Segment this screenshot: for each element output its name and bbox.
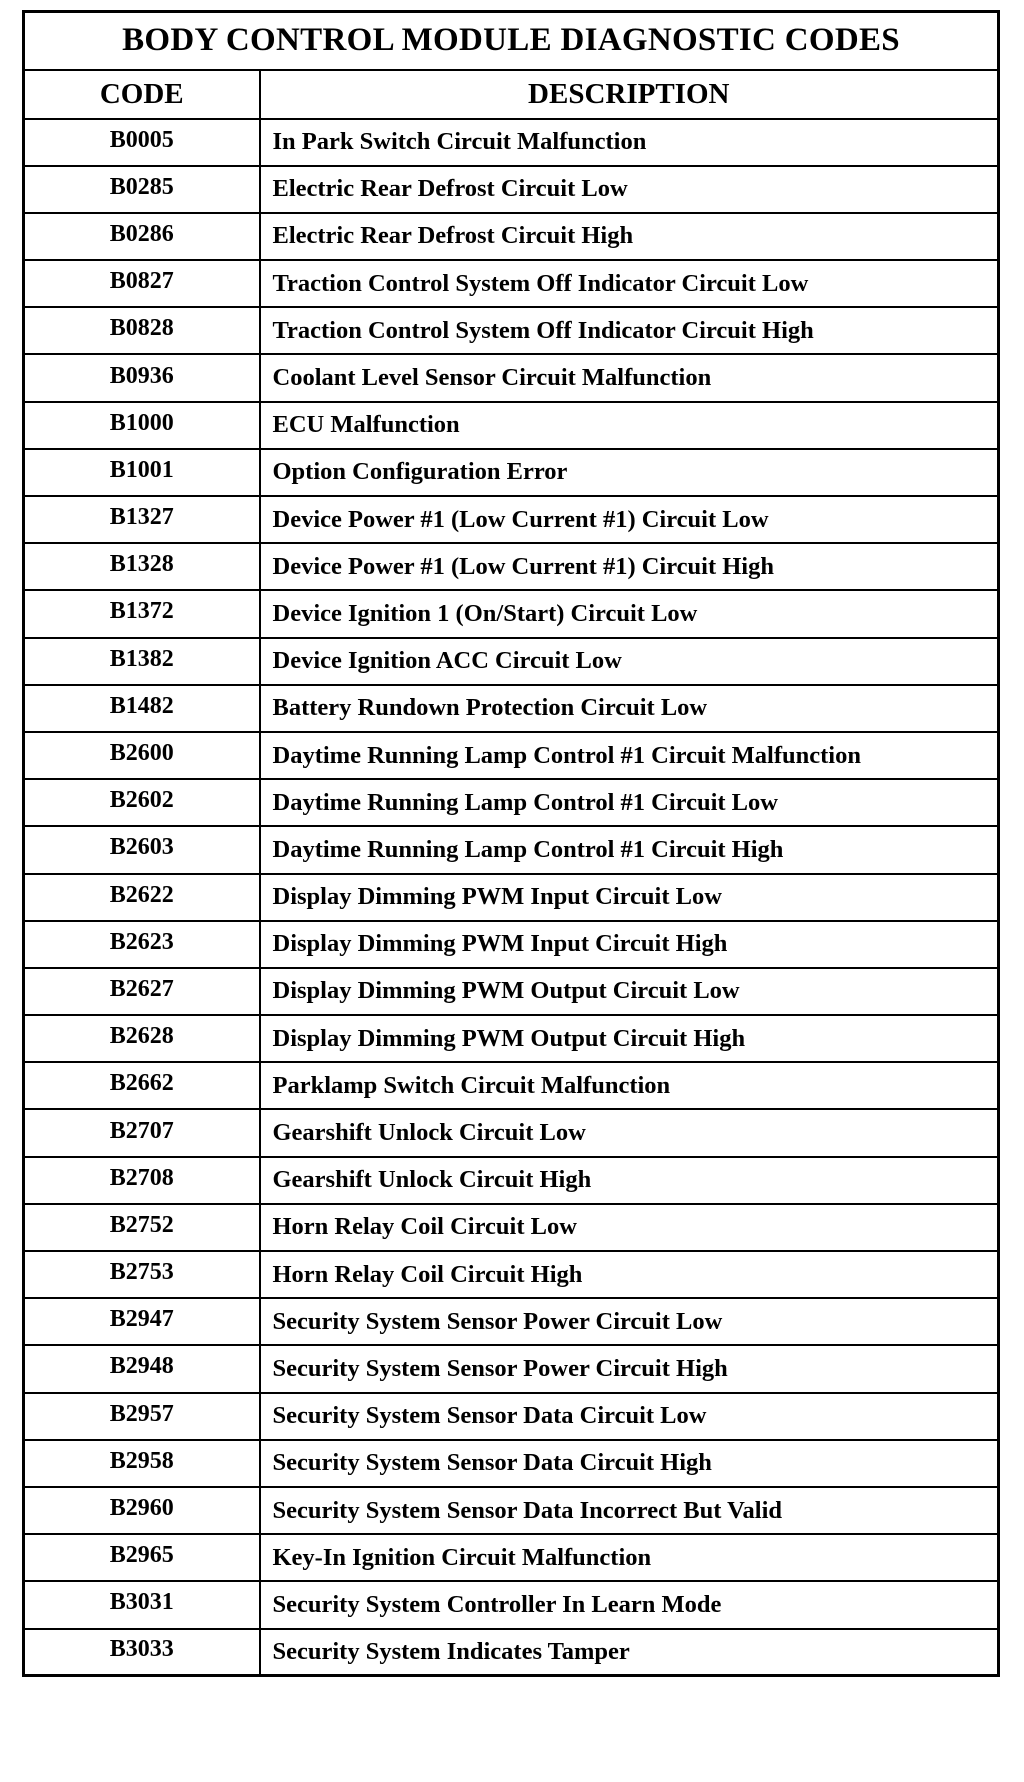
description-cell: Display Dimming PWM Output Circuit Low bbox=[260, 968, 999, 1015]
description-cell: Battery Rundown Protection Circuit Low bbox=[260, 685, 999, 732]
description-cell: ECU Malfunction bbox=[260, 402, 999, 449]
code-cell: B3031 bbox=[24, 1581, 260, 1628]
table-row bbox=[24, 354, 999, 401]
description-cell: Security System Sensor Power Circuit Low bbox=[260, 1298, 999, 1345]
table-row bbox=[24, 1629, 999, 1676]
description-cell: Device Power #1 (Low Current #1) Circuit Low bbox=[260, 496, 999, 543]
table-row bbox=[24, 1534, 999, 1581]
table-row bbox=[24, 1157, 999, 1204]
code-cell: B0286 bbox=[24, 213, 260, 260]
table-row bbox=[24, 260, 999, 307]
description-cell: Display Dimming PWM Output Circuit High bbox=[260, 1015, 999, 1062]
description-cell: Security System Indicates Tamper bbox=[260, 1629, 999, 1676]
code-cell: B1001 bbox=[24, 449, 260, 496]
description-cell: Daytime Running Lamp Control #1 Circuit Low bbox=[260, 779, 999, 826]
code-cell: B0285 bbox=[24, 166, 260, 213]
table-row bbox=[24, 213, 999, 260]
code-cell: B2753 bbox=[24, 1251, 260, 1298]
code-column-header: CODE bbox=[24, 70, 260, 119]
description-cell: Electric Rear Defrost Circuit Low bbox=[260, 166, 999, 213]
diagnostic-codes-table bbox=[22, 10, 1000, 1677]
description-column-header: DESCRIPTION bbox=[260, 70, 999, 119]
code-cell: B2622 bbox=[24, 874, 260, 921]
table-row bbox=[24, 402, 999, 449]
table-row bbox=[24, 543, 999, 590]
table-row bbox=[24, 496, 999, 543]
code-cell: B2627 bbox=[24, 968, 260, 1015]
code-cell: B1000 bbox=[24, 402, 260, 449]
description-cell: Security System Sensor Power Circuit High bbox=[260, 1345, 999, 1392]
code-cell: B1372 bbox=[24, 590, 260, 637]
description-cell: Device Power #1 (Low Current #1) Circuit High bbox=[260, 543, 999, 590]
description-cell: Horn Relay Coil Circuit High bbox=[260, 1251, 999, 1298]
code-cell: B2957 bbox=[24, 1393, 260, 1440]
table-row bbox=[24, 732, 999, 779]
table-row bbox=[24, 590, 999, 637]
code-cell: B0936 bbox=[24, 354, 260, 401]
table-row bbox=[24, 1015, 999, 1062]
table-row bbox=[24, 1393, 999, 1440]
code-cell: B2628 bbox=[24, 1015, 260, 1062]
table-row bbox=[24, 779, 999, 826]
code-cell: B2960 bbox=[24, 1487, 260, 1534]
description-cell: Coolant Level Sensor Circuit Malfunction bbox=[260, 354, 999, 401]
code-cell: B2662 bbox=[24, 1062, 260, 1109]
description-cell: Horn Relay Coil Circuit Low bbox=[260, 1204, 999, 1251]
code-cell: B2602 bbox=[24, 779, 260, 826]
code-cell: B2623 bbox=[24, 921, 260, 968]
table-title: BODY CONTROL MODULE DIAGNOSTIC CODES bbox=[24, 12, 999, 70]
table-row bbox=[24, 166, 999, 213]
code-cell: B0005 bbox=[24, 119, 260, 166]
title-row bbox=[24, 12, 999, 70]
table-row bbox=[24, 1204, 999, 1251]
table-row bbox=[24, 1251, 999, 1298]
code-cell: B1482 bbox=[24, 685, 260, 732]
code-cell: B0827 bbox=[24, 260, 260, 307]
description-cell: Traction Control System Off Indicator Circuit High bbox=[260, 307, 999, 354]
table-row bbox=[24, 1345, 999, 1392]
description-cell: Security System Sensor Data Circuit High bbox=[260, 1440, 999, 1487]
table-row bbox=[24, 119, 999, 166]
table-row bbox=[24, 449, 999, 496]
code-cell: B2603 bbox=[24, 826, 260, 873]
code-cell: B2752 bbox=[24, 1204, 260, 1251]
table-row bbox=[24, 1487, 999, 1534]
table-row bbox=[24, 1109, 999, 1156]
code-cell: B2707 bbox=[24, 1109, 260, 1156]
code-cell: B1328 bbox=[24, 543, 260, 590]
code-cell: B2965 bbox=[24, 1534, 260, 1581]
table-row bbox=[24, 685, 999, 732]
description-cell: Device Ignition ACC Circuit Low bbox=[260, 638, 999, 685]
code-cell: B3033 bbox=[24, 1629, 260, 1676]
header-row bbox=[24, 70, 999, 119]
table-row bbox=[24, 826, 999, 873]
description-cell: In Park Switch Circuit Malfunction bbox=[260, 119, 999, 166]
code-cell: B2947 bbox=[24, 1298, 260, 1345]
table-row bbox=[24, 1062, 999, 1109]
description-cell: Traction Control System Off Indicator Circuit Low bbox=[260, 260, 999, 307]
code-cell: B2708 bbox=[24, 1157, 260, 1204]
code-cell: B1382 bbox=[24, 638, 260, 685]
table-row bbox=[24, 307, 999, 354]
table-body bbox=[24, 119, 999, 1676]
description-cell: Display Dimming PWM Input Circuit High bbox=[260, 921, 999, 968]
description-cell: Daytime Running Lamp Control #1 Circuit Malfunction bbox=[260, 732, 999, 779]
code-cell: B2958 bbox=[24, 1440, 260, 1487]
description-cell: Key-In Ignition Circuit Malfunction bbox=[260, 1534, 999, 1581]
description-cell: Security System Sensor Data Circuit Low bbox=[260, 1393, 999, 1440]
table-row bbox=[24, 1581, 999, 1628]
code-cell: B1327 bbox=[24, 496, 260, 543]
code-cell: B2948 bbox=[24, 1345, 260, 1392]
table-row bbox=[24, 1298, 999, 1345]
table-row bbox=[24, 874, 999, 921]
description-cell: Gearshift Unlock Circuit Low bbox=[260, 1109, 999, 1156]
description-cell: Gearshift Unlock Circuit High bbox=[260, 1157, 999, 1204]
description-cell: Parklamp Switch Circuit Malfunction bbox=[260, 1062, 999, 1109]
description-cell: Security System Sensor Data Incorrect But Valid bbox=[260, 1487, 999, 1534]
table-row bbox=[24, 1440, 999, 1487]
description-cell: Electric Rear Defrost Circuit High bbox=[260, 213, 999, 260]
description-cell: Security System Controller In Learn Mode bbox=[260, 1581, 999, 1628]
table-row bbox=[24, 638, 999, 685]
code-cell: B2600 bbox=[24, 732, 260, 779]
description-cell: Device Ignition 1 (On/Start) Circuit Low bbox=[260, 590, 999, 637]
description-cell: Option Configuration Error bbox=[260, 449, 999, 496]
table-row bbox=[24, 921, 999, 968]
description-cell: Daytime Running Lamp Control #1 Circuit High bbox=[260, 826, 999, 873]
code-cell: B0828 bbox=[24, 307, 260, 354]
description-cell: Display Dimming PWM Input Circuit Low bbox=[260, 874, 999, 921]
document-page bbox=[22, 10, 1000, 1677]
table-row bbox=[24, 968, 999, 1015]
